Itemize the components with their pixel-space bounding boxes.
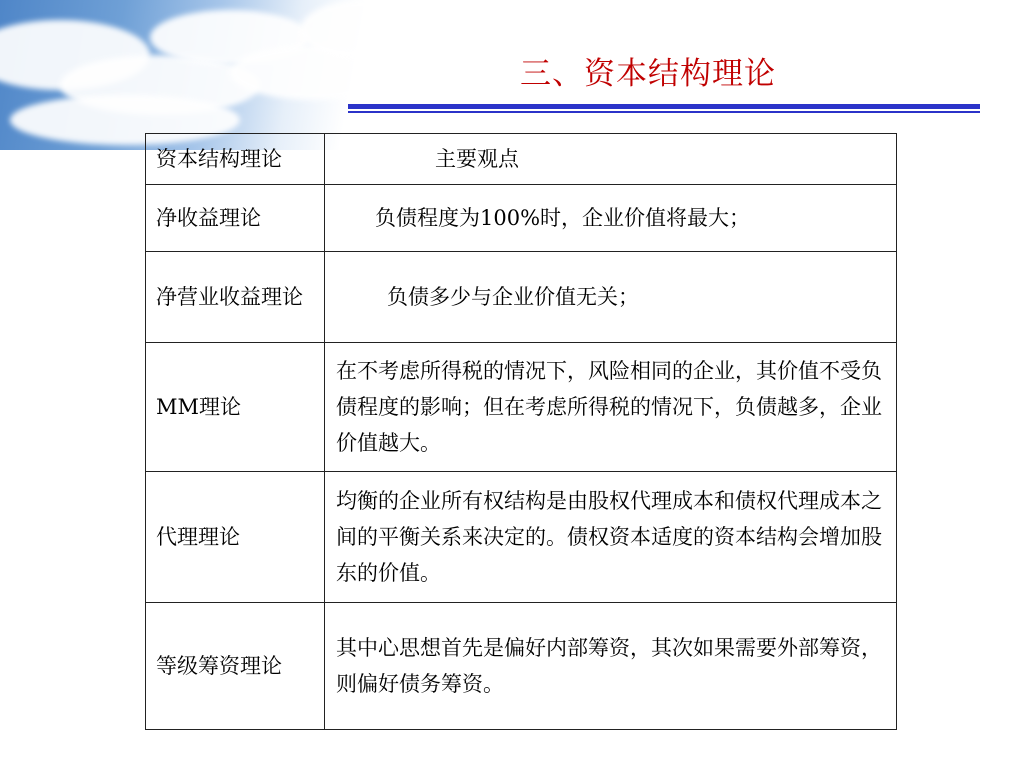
capital-structure-table — [145, 133, 897, 730]
view-cell: 在不考虑所得税的情况下，风险相同的企业，其价值不受负债程度的影响；但在考虑所得税的情况下，负债越多，企业价值越大。 — [325, 343, 897, 472]
title-divider-thin — [348, 111, 980, 113]
table-row — [146, 603, 897, 730]
header-view: 主要观点 — [325, 134, 897, 185]
view-cell: 负债程度为100%时，企业价值将最大； — [325, 185, 897, 252]
view-cell: 均衡的企业所有权结构是由股权代理成本和债权代理成本之间的平衡关系来决定的。债权资本适度的资本结构会增加股东的价值。 — [325, 472, 897, 603]
table-row — [146, 472, 897, 603]
theory-cell: 代理理论 — [146, 472, 325, 603]
table-row — [146, 252, 897, 343]
page-title: 三、资本结构理论 — [520, 56, 776, 92]
view-cell: 其中心思想首先是偏好内部筹资，其次如果需要外部筹资，则偏好债务筹资。 — [325, 603, 897, 730]
header-theory: 资本结构理论 — [146, 134, 325, 185]
theory-cell: 等级筹资理论 — [146, 603, 325, 730]
title-divider — [348, 104, 980, 109]
view-cell: 负债多少与企业价值无关； — [325, 252, 897, 343]
theory-cell: MM理论 — [146, 343, 325, 472]
table-row — [146, 185, 897, 252]
theory-cell: 净收益理论 — [146, 185, 325, 252]
sky-banner — [0, 0, 420, 150]
table-row — [146, 343, 897, 472]
theory-cell: 净营业收益理论 — [146, 252, 325, 343]
table-header-row — [146, 134, 897, 185]
